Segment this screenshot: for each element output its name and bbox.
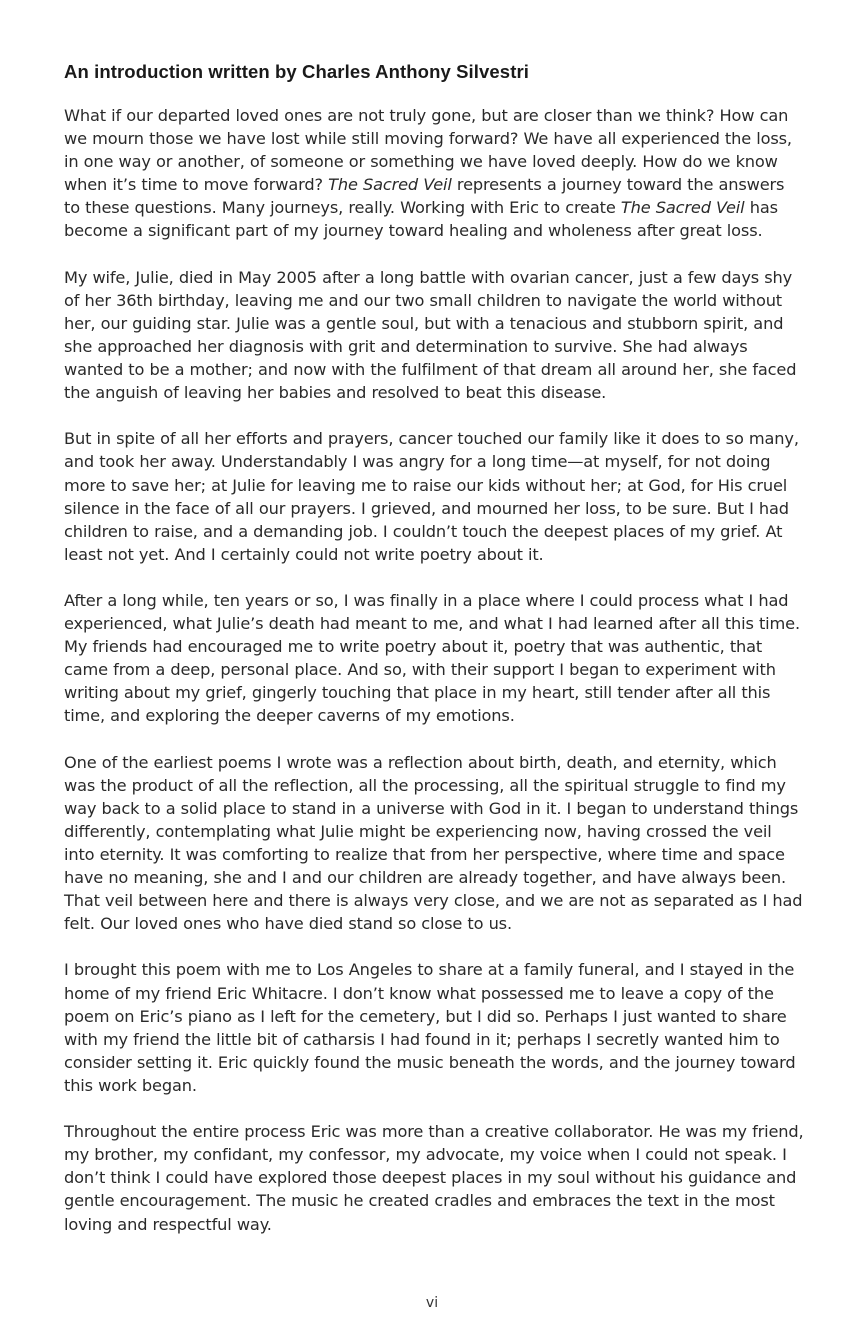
paragraph [64, 104, 804, 243]
paragraph [64, 751, 804, 936]
italic-title-text: The Sacred Veil [328, 175, 452, 195]
paragraph [64, 589, 804, 728]
paragraph-text: represents a journey toward the answers to these questions. Many journeys, really. Working with Eric to create [64, 175, 785, 218]
body-text [64, 104, 804, 1236]
paragraph [64, 266, 804, 405]
paragraph [64, 1120, 804, 1235]
paragraph-text: Throughout the entire process Eric was more than a creative collaborator. He was my friend, my brother, my confidant, my confessor, my advocate, my voice when I could not speak. I don’t think I could have explored those deepest places in my soul without his guidance and gentle encouragement. The music he created cradles and embraces the text in the most loving and respectful way. [64, 1122, 804, 1234]
paragraph-text: has become a significant part of my journey toward healing and wholeness after great loss. [64, 198, 778, 241]
paragraph [64, 427, 804, 566]
paragraph-text: My wife, Julie, died in May 2005 after a long battle with ovarian cancer, just a few days shy of her 36th birthday, leaving me and our two small children to navigate the world without her, our guiding star. Julie was a gentle soul, but with a tenacious and stubborn spirit, and she approached her diagnosis with grit and determination to survive. She had always wanted to be a mother; and now with the fulfilment of that dream all around her, she faced the anguish of leaving her babies and resolved to beat this disease. [64, 267, 797, 403]
document-page [64, 58, 804, 1259]
page-number: vi [425, 1295, 439, 1311]
paragraph-text: I brought this poem with me to Los Angeles to share at a family funeral, and I stayed in the home of my friend Eric Whitacre. I don’t know what possessed me to leave a copy of the poem on Eric’s piano as I left for the cemetery, but I did so. Perhaps I just wanted to share with my friend the little bit of catharsis I had found in it; perhaps I secretly wanted him to consider setting it. Eric quickly found the music beneath the words, and the journey toward this work began. [64, 960, 796, 1095]
paragraph-text: But in spite of all her efforts and prayers, cancer touched our family like it does to so many, and took her away. Understandably I was angry for a long time—at myself, for not doing more to save her; at Julie for leaving me to raise our kids without her; at God, for His cruel silence in the face of all our prayers. I grieved, and mourned her loss, to be sure. But I had children to raise, and a demanding job. I couldn’t touch the deepest places of my grief. At least not yet. And I certainly could not write poetry about it. [64, 429, 799, 564]
introduction-heading: An introduction written by Charles Anthony Silvestri [64, 61, 529, 82]
paragraph-text: One of the earliest poems I wrote was a reflection about birth, death, and eternity, which was the product of all the reflection, all the processing, all the spiritual struggle to find my way back to a solid place to stand in a universe with God in it. I began to understand things differently, contemplating what Julie might be experiencing now, having crossed the veil into eternity. It was comforting to realize that from her perspective, where time and space have no meaning, she and I and our children are already together, and have always been. That veil between here and there is always very close, and we are not as separated as I had felt. Our loved ones who have died stand so close to us. [64, 752, 803, 934]
paragraph [64, 958, 804, 1097]
paragraph-text: After a long while, ten years or so, I was finally in a place where I could process what I had experienced, what Julie’s death had meant to me, and what I had learned after all this time. My friends had encouraged me to write poetry about it, poetry that was authentic, that came from a deep, personal place. And so, with their support I began to experiment with writing about my grief, gingerly touching that place in my heart, still tender after all this time, and exploring the deeper caverns of my emotions. [64, 590, 800, 726]
paragraph-text: What if our departed loved ones are not truly gone, but are closer than we think? How can we mourn those we have lost while still moving forward? We have all experienced the loss, in one way or another, of someone or something we have loved deeply. How do we know when it’s time to move forward? [64, 106, 792, 195]
italic-title-text: The Sacred Veil [620, 198, 745, 218]
